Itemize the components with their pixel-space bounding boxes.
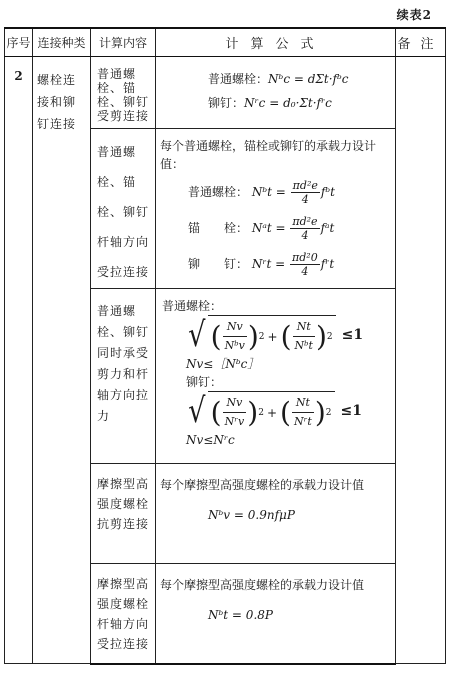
interaction-formula-rivet: √ ( $\frac{Nv}{\text{Nʳv}}$ ) 2 + ( $\frac{Nt}{\text{Nʳt}}$ ) 2 ≤1 [188, 391, 362, 431]
header-connection-type: 连接种类 [33, 28, 91, 57]
formula-line: 铆钉：Nʳc = d₀·Σt·fʳc [208, 96, 332, 110]
calc-content: 普通螺栓、锚栓、铆钉受剪连接 [91, 57, 156, 129]
formula-cell [156, 564, 396, 664]
header-calc-content: 计算内容 [91, 28, 156, 57]
fraction: $\frac{\text{πd²0}}{4}$ [292, 251, 318, 278]
formula-description: 每个摩擦型高强度螺栓的承载力设计值 [160, 578, 365, 592]
formula-line: Nᵇv = 0.9nfμP [208, 508, 295, 522]
connection-type: 螺栓连接和铆钉连接 [33, 57, 91, 664]
header-formula: 计算公式 [156, 28, 396, 57]
formula-cell [156, 129, 396, 289]
formula-line: 铆 钉： Nʳt = $\frac{\text{πd²0}}{4}$ fʳt [188, 251, 335, 278]
formula-label: 铆钉： [186, 375, 223, 389]
row-number: 2 [5, 57, 33, 664]
interaction-formula-bolt: √ ( $\frac{Nv}{\text{Nᵇv}}$ ) 2 + ( $\frac{Nt}{\text{Nᵇt}}$ ) 2 ≤1 [188, 315, 364, 355]
calc-content: 摩擦型高强度螺栓杆轴方向受拉连接 [91, 564, 156, 664]
sqrt-icon: √ [188, 391, 206, 431]
condition-line: Nv≤［Nᵇc］ [186, 357, 260, 371]
note-cell [396, 57, 446, 664]
formula-cell [156, 464, 396, 564]
formula-line: 普通螺栓： Nᵇt = $\frac{\text{πd²e}}{4}$ fᵇt [188, 179, 335, 206]
formula-cell [156, 289, 396, 464]
sqrt-icon: √ [188, 315, 206, 355]
formula-label: 普通螺栓： [162, 299, 223, 313]
calc-content: 摩擦型高强度螺栓抗剪连接 [91, 464, 156, 564]
fraction: $\frac{\text{πd²e}}{4}$ [292, 179, 318, 206]
header-note: 备注 [396, 28, 446, 57]
table-row [5, 57, 446, 129]
formula-cell [156, 57, 396, 129]
formula-line: Nᵇt = 0.8P [208, 608, 273, 622]
formula-description: 每个普通螺栓，锚栓或铆钉的承载力设计值： [160, 139, 377, 171]
formula-description: 每个摩擦型高强度螺栓的承载力设计值 [160, 478, 365, 492]
calc-content: 普通螺栓、锚栓、铆钉杆轴方向受拉连接 [91, 129, 156, 289]
condition-line: Nv≤Nʳc [186, 433, 235, 447]
formula-line: 锚 栓： Nᵃt = $\frac{\text{πd²e}}{4}$ fᵃt [188, 215, 335, 242]
header-no: 序号 [5, 28, 33, 57]
calc-content: 普通螺栓、铆钉同时承受剪力和杆轴方向拉力 [91, 289, 156, 464]
table-header-row [5, 28, 446, 57]
fraction: $\frac{\text{πd²e}}{4}$ [292, 215, 318, 242]
formula-line: 普通螺栓：Nᵇc = dΣt·fᵇc [208, 72, 349, 86]
bolt-rivet-formula-table [4, 27, 446, 665]
continued-table-label: 续表2 [396, 8, 432, 22]
